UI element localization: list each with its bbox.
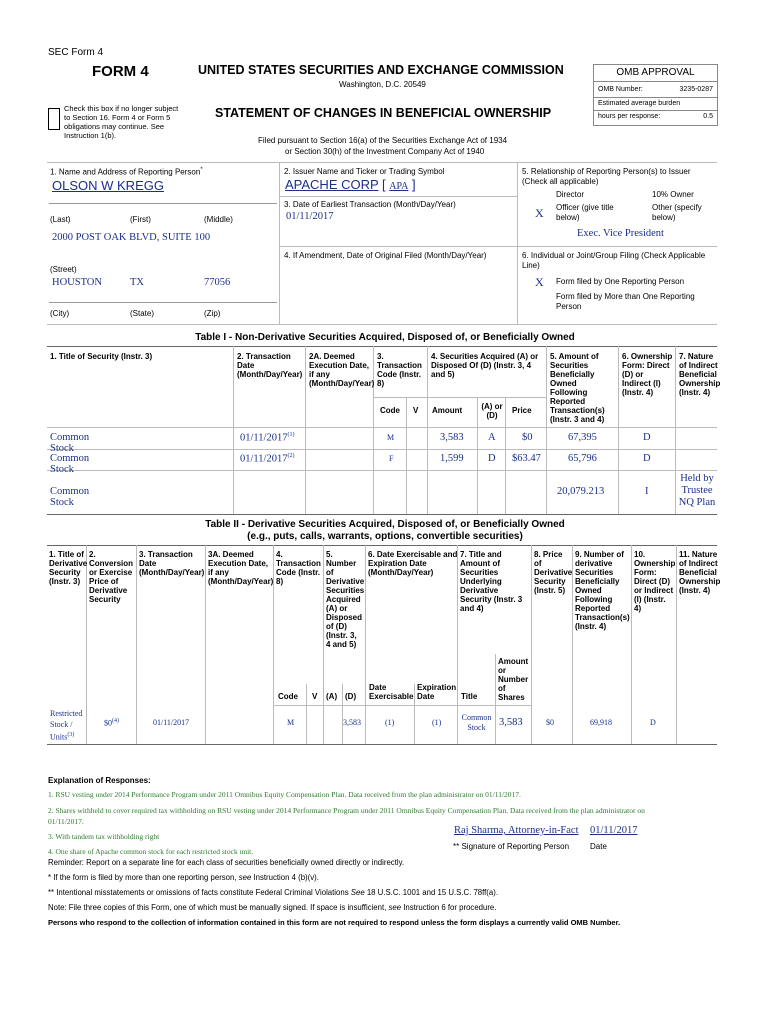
t1-r2-ad: D	[488, 453, 496, 464]
t2-sub-title: Title	[461, 692, 478, 701]
ten-percent-label: 10% Owner	[652, 190, 694, 199]
t1-r2-date: 01/11/2017$^{(2)}$	[240, 453, 295, 465]
last-label: (Last)	[50, 215, 71, 224]
zip-label: (Zip)	[204, 309, 221, 318]
t1-h-ownership: 6. Ownership Form: Direct (D) or Indirect (I) (Instr. 4)	[622, 352, 673, 397]
t1-h-deemed: 2A. Deemed Execution Date, if any (Month/Day/Year)	[309, 352, 375, 388]
t1-r1-form: D	[643, 432, 651, 443]
city: HOUSTON	[52, 277, 102, 288]
omb-title: OMB APPROVAL	[616, 67, 695, 78]
street-address: 2000 POST OAK BLVD, SUITE 100	[52, 232, 211, 243]
other-label: Other (specify below)	[652, 203, 702, 222]
director-label: Director	[556, 190, 585, 199]
t1-r3-form: I	[645, 486, 649, 497]
statement-title: STATEMENT OF CHANGES IN BENEFICIAL OWNERSHIP	[215, 106, 552, 120]
t1-r3-owned: 20,079.213	[557, 486, 605, 497]
table2-title: Table II - Derivative Securities Acquired, Disposed of, or Beneficially Owned	[205, 519, 565, 530]
table1-title: Table I - Non-Derivative Securities Acquired, Disposed of, or Beneficially Owned	[195, 332, 575, 343]
t2-sub-date-ex: Date Exercisable	[369, 683, 414, 701]
first-label: (First)	[130, 215, 151, 224]
t1-h-date: 2. Transaction Date (Month/Day/Year)	[237, 352, 303, 379]
t1-r2-price: $63.47	[512, 453, 541, 464]
t2-h1: 1. Title of Derivative Security (Instr. 3)	[49, 550, 88, 586]
sec-form-label: SEC Form 4	[48, 47, 104, 58]
box2-label: 2. Issuer Name and Ticker or Trading Symbol	[284, 167, 445, 176]
t1-sub-ad: (A) or (D)	[481, 402, 503, 420]
t2-sub-d: (D)	[345, 692, 357, 701]
t2-h3a: 3A. Deemed Execution Date, if any (Month/Day/Year)	[208, 550, 274, 586]
omb-burden-label: Estimated average burden	[598, 100, 681, 107]
t1-r1-date: 01/11/2017$^{(1)}$	[240, 432, 295, 444]
t2-h5: 5. Number of Derivative Securities Acquired (A) or Disposed of (D) (Instr. 3, 4 and 5)	[326, 550, 365, 649]
date-label: Date	[590, 842, 607, 851]
t2-r-title: Restricted Stock / Units$^{(3)}$	[50, 709, 83, 742]
t1-r1-amount: 3,583	[440, 432, 464, 443]
t2-h10: 10. Ownership Form: Direct (D) or Indirect (I) (Instr. 4)	[634, 550, 676, 613]
t1-r2-code: F	[389, 454, 394, 463]
officer-check-mark[interactable]: X	[535, 206, 544, 220]
box6-label2: Line)	[522, 261, 540, 270]
t2-r-form: D	[650, 718, 656, 727]
signature-date: 01/11/2017	[590, 825, 638, 836]
t1-r1-owned: 67,395	[568, 432, 597, 443]
state-label: (State)	[130, 309, 155, 318]
agency-location: Washington, D.C. 20549	[339, 80, 426, 89]
explanation-notes: 1. RSU vesting under 2014 Performance Program under 2011 Omnibus Equity Compensation Plan. Data received from the plan administrator on 01/11/2017. 2. Shares withheld to cover required tax withholding on RSU vesting under 2014 Performance Program under 2011 Omnibus Equity Compensation Plan. Data received from the plan administrator on 01/11/2017. 3. With tandem tax withholding right 4. One share of Apache common stock for each restricted stock unit.	[48, 790, 645, 856]
box6-label: 6. Individual or Joint/Group Filing (Check Applicable	[522, 251, 706, 260]
t2-h2: 2. Conversion or Exercise Price of Derivative Security	[89, 550, 134, 604]
t1-h-amount-owned: 5. Amount of Securities Beneficially Owned Following Reported Transaction(s) (Instr. 3 and 4)	[550, 352, 605, 424]
t2-h3: 3. Transaction Date (Month/Day/Year)	[139, 550, 205, 577]
signature-name: Raj Sharma, Attorney-in-Fact	[454, 825, 579, 836]
t2-h9: 9. Number of derivative Securities Beneficially Owned Following Reported Transaction(s) (Instr. 4)	[575, 550, 630, 631]
individual-filing-mark[interactable]: X	[535, 275, 544, 289]
t1-sub-price: Price	[512, 406, 532, 415]
issuer-name: APACHE CORP [ APA ]	[285, 177, 416, 192]
t2-h4: 4. Transaction Code (Instr. 8)	[276, 550, 321, 586]
t1-h-code: 3. Transaction Code (Instr. 8)	[377, 352, 422, 388]
t2-h6: 6. Date Exercisable and Expiration Date (Month/Day/Year)	[368, 550, 458, 577]
t2-sub-a: (A)	[326, 692, 338, 701]
t1-r3-nature: Held by Trustee NQ Plan	[678, 473, 716, 508]
earliest-transaction-date: 01/11/2017	[286, 211, 334, 222]
officer-label: Officer (give title below)	[556, 203, 614, 222]
omb-number: 3235-0287	[679, 86, 713, 93]
t1-r2-form: D	[643, 453, 651, 464]
t1-h-securities: 4. Securities Acquired (A) or Disposed Of (D) (Instr. 3, 4 and 5)	[431, 352, 539, 379]
form-title: FORM 4	[92, 63, 149, 80]
no-longer-subject-checkbox[interactable]	[48, 108, 60, 130]
t2-amount-hdr: Amount or Number of Shares	[498, 657, 529, 702]
t1-sub-amount: Amount	[432, 406, 463, 415]
t1-r2-title: Common Stock	[50, 453, 90, 475]
agency-title: UNITED STATES SECURITIES AND EXCHANGE COMMISSION	[198, 63, 564, 77]
t2-r-code: M	[287, 718, 295, 727]
checkbox-instructions: Check this box if no longer subject to Section 16. Form 4 or Form 5 obligations may continue. See Instruction 1(b).	[64, 104, 179, 140]
reporting-person-name: OLSON W KREGG	[52, 178, 164, 193]
t1-r1-ad: A	[488, 432, 496, 443]
officer-title: Exec. Vice President	[577, 228, 664, 239]
omb-approval-box	[593, 64, 718, 126]
t2-h7: 7. Title and Amount of Securities Underlying Derivative Security (Instr. 3 and 4)	[460, 550, 523, 613]
filed-pursuant-line1: Filed pursuant to Section 16(a) of the Securities Exchange Act of 1934	[258, 136, 508, 145]
street-label: (Street)	[50, 265, 77, 274]
t2-sub-v: V	[312, 692, 318, 701]
t2-r-under-amount: 3,583	[499, 717, 523, 728]
more-person-label: Form filed by More than One Reporting Person	[556, 292, 695, 311]
t1-sub-code: Code	[380, 406, 400, 415]
middle-label: (Middle)	[204, 215, 233, 224]
footer-notes: Reminder: Report on a separate line for each class of securities beneficially owned directly or indirectly. * If the form is filed by more than one reporting person, see Instruction 4 (b)(v). ** Intentional misstatements or omissions of facts constitute Federal Criminal Violations See 18 U.S.C. 1001 and 15 U.S.C. 78ff(a). Note: File three copies of this Form, one of which must be manually signed. If space is insufficient, see Instruction 6 for procedure. Persons who respond to the collection of information contained in this form are not required to respond unless the form displays a currently valid OMB Number.	[48, 858, 621, 927]
one-person-label: Form filed by One Reporting Person	[556, 277, 685, 286]
t2-r-owned: 69,918	[590, 718, 612, 727]
t2-sub-exp: Expiration Date	[417, 683, 457, 701]
omb-number-label: OMB Number:	[598, 86, 643, 93]
t1-r1-price: $0	[522, 432, 533, 443]
t1-sub-v: V	[413, 406, 419, 415]
t1-r1-code: M	[387, 433, 395, 442]
t2-r-a: 3,583	[343, 718, 361, 727]
t1-r2-amount: 1,599	[440, 453, 464, 464]
box3-label: 3. Date of Earliest Transaction (Month/Day/Year)	[284, 200, 456, 209]
t2-h8: 8. Price of Derivative Security (Instr. 5)	[534, 550, 573, 595]
t1-r3-title: Common Stock	[50, 486, 90, 508]
state: TX	[130, 277, 144, 288]
box5-label: 5. Relationship of Reporting Person(s) to Issuer	[522, 167, 691, 176]
t1-h-title: 1. Title of Security (Instr. 3)	[50, 352, 153, 361]
t1-r2-owned: 65,796	[568, 453, 597, 464]
t2-h11: 11. Nature of Indirect Beneficial Ownership (Instr. 4)	[679, 550, 721, 595]
box1-label: 1. Name and Address of Reporting Person*	[50, 167, 203, 177]
t2-sub-code: Code	[278, 692, 298, 701]
t2-r-expiration: (1)	[432, 718, 442, 727]
t2-r-price: $0$^{(4)}$	[104, 718, 119, 728]
t1-h-nature: 7. Nature of Indirect Beneficial Ownership (Instr. 4)	[679, 352, 721, 397]
box5-label2: (Check all applicable)	[522, 177, 599, 186]
t2-r-date: 01/11/2017	[153, 718, 190, 727]
filed-pursuant-line2: or Section 30(h) of the Investment Company Act of 1940	[285, 147, 485, 156]
omb-hours: 0.5	[703, 113, 713, 120]
explanation-heading: Explanation of Responses:	[48, 776, 151, 785]
city-label: (City)	[50, 309, 70, 318]
box4-label: 4. If Amendment, Date of Original Filed (Month/Day/Year)	[284, 251, 487, 260]
signature-label: ** Signature of Reporting Person	[453, 842, 570, 851]
t2-r-exercisable: (1)	[385, 718, 395, 727]
omb-hours-label: hours per response:	[598, 113, 661, 120]
t1-r1-title: Common Stock	[50, 432, 90, 454]
zip: 77056	[204, 277, 231, 288]
t2-r-under-title: Common Stock	[461, 713, 492, 732]
table2-subtitle: (e.g., puts, calls, warrants, options, convertible securities)	[247, 531, 523, 542]
t2-r-deriv-price: $0	[546, 718, 554, 727]
